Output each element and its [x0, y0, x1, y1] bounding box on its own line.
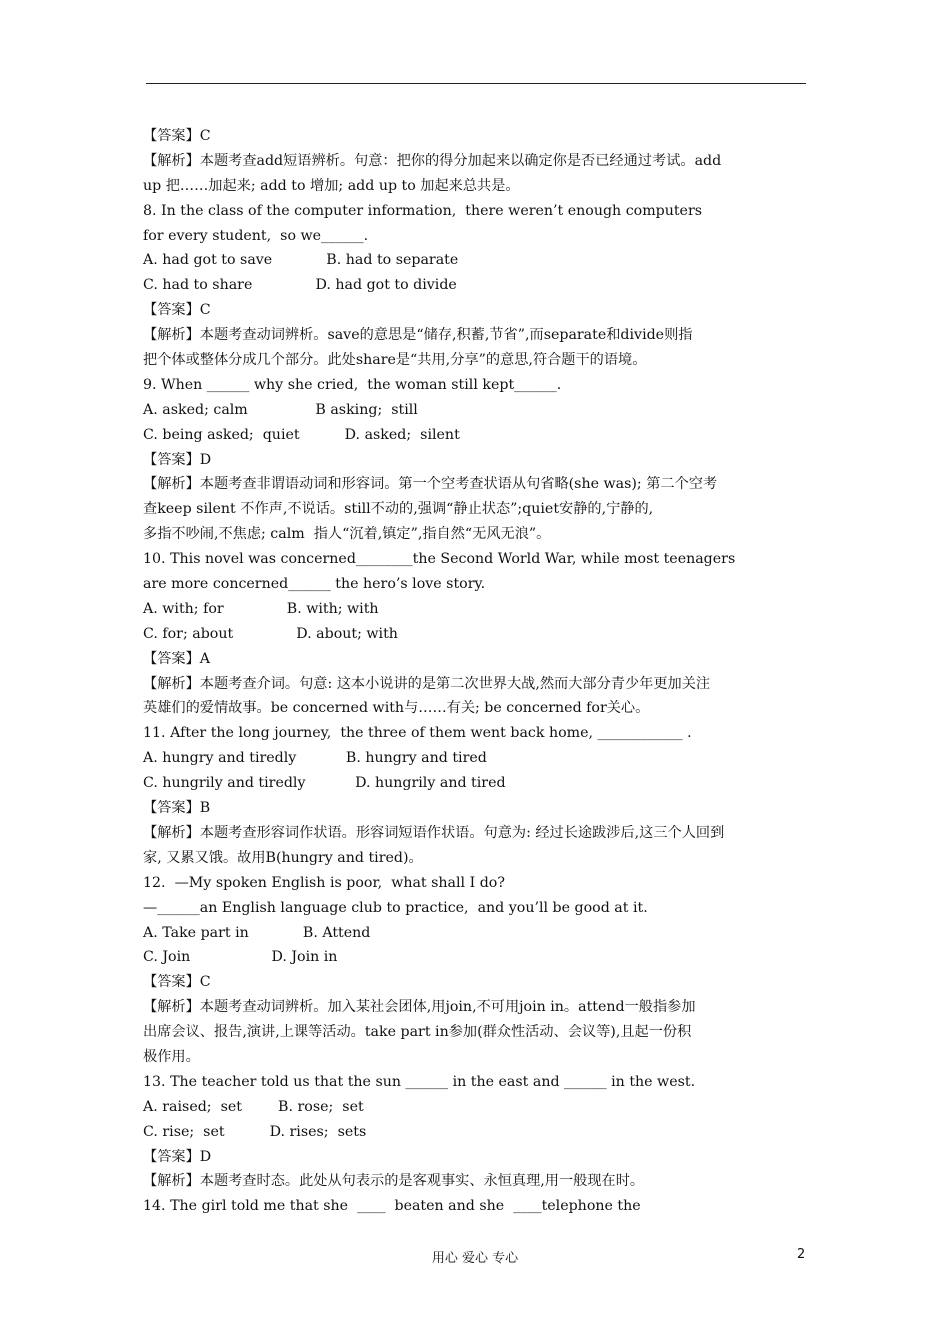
- text-line: 【答案】B: [143, 800, 211, 817]
- text-line: 【答案】D: [143, 451, 212, 468]
- text-line: 【解析】本题考查形容词作状语。形容词短语作状语。句意为: 经过长途跋涉后,这三个人回到: [143, 824, 725, 841]
- page-number: 2: [797, 1247, 806, 1262]
- text-line: 13. The teacher told us that the sun ______ in the east and ______ in the west.: [143, 1073, 696, 1090]
- text-line: C. for; about D. about; with: [143, 625, 398, 642]
- text-line: —______an English language club to practice, and you’ll be good at it.: [143, 899, 648, 916]
- text-line: 【解析】本题考查时态。此处从句表示的是客观事实、永恒真理,用一般现在时。: [143, 1173, 645, 1190]
- text-line: 【解析】本题考查非谓语动词和形容词。第一个空考查状语从句省略(she was); 第二个空考: [143, 476, 718, 493]
- text-line: 【解析】本题考查介词。句意: 这本小说讲的是第二次世界大战,然而大部分青少年更加关注: [143, 675, 711, 692]
- text-line: C. hungrily and tiredly D. hungrily and tired: [143, 775, 506, 792]
- text-line: A. asked; calm B asking; still: [143, 401, 418, 418]
- text-line: C. had to share D. had got to divide: [143, 277, 457, 294]
- text-line: C. being asked; quiet D. asked; silent: [143, 426, 460, 443]
- text-line: 出席会议、报告,演讲,上课等活动。take part in参加(群众性活动、会议等),且起一份积: [143, 1024, 692, 1041]
- text-line: A. had got to save B. had to separate: [143, 252, 459, 269]
- document-body: [143, 124, 811, 1219]
- text-line: C. Join D. Join in: [143, 949, 338, 966]
- text-line: 查keep silent 不作声,不说话。still不动的,强调“静止状态”;quiet安静的,宁静的,: [143, 501, 654, 518]
- text-line: 【答案】C: [143, 128, 211, 144]
- text-line: 9. When ______ why she cried, the woman still kept______.: [143, 376, 562, 393]
- text-line: 11. After the long journey, the three of them went back home, ____________ .: [143, 725, 692, 742]
- header-rule: [146, 83, 806, 84]
- text-line: 把个体或整体分成几个部分。此处share是“共用,分享”的意思,符合题干的语境。: [143, 352, 647, 369]
- text-line: 14. The girl told me that she ____ beaten and she ____telephone the: [143, 1198, 641, 1215]
- text-line: A. raised; set B. rose; set: [143, 1098, 364, 1115]
- footer-slogan: 用心 爱心 专心: [431, 1251, 519, 1266]
- text-line: 【解析】本题考查动词辨析。save的意思是“储存,积蓄,节省”,而separate和divide则指: [143, 327, 693, 344]
- text-line: A. Take part in B. Attend: [143, 924, 371, 941]
- text-line: 多指不吵闹,不焦虑; calm 指人“沉着,镇定”,指自然“无风无浪”。: [143, 526, 551, 543]
- text-line: up 把……加起来; add to 增加; add up to 加起来总共是。: [143, 177, 520, 194]
- text-line: 【答案】D: [143, 1148, 212, 1165]
- text-line: for every student, so we______.: [143, 227, 369, 244]
- text-line: 【解析】本题考查add短语辨析。句意：把你的得分加起来以确定你是否已经通过考试。add: [143, 152, 722, 169]
- text-line: 【答案】C: [143, 974, 211, 991]
- text-line: 【答案】C: [143, 302, 211, 319]
- text-line: 8. In the class of the computer information, there weren’t enough computers: [143, 202, 703, 219]
- text-line: 英雄们的爱情故事。be concerned with与……有关; be concerned for关心。: [143, 700, 650, 717]
- text-line: 极作用。: [143, 1048, 200, 1065]
- text-line: 【答案】A: [143, 650, 210, 667]
- text-line: 【解析】本题考查动词辨析。加入某社会团体,用join,不可用join in。attend一般指参加: [143, 999, 696, 1016]
- text-line: A. hungry and tiredly B. hungry and tired: [143, 750, 487, 767]
- text-line: 10. This novel was concerned________the Second World War, while most teenagers: [143, 551, 736, 568]
- text-line: 12. —My spoken English is poor, what shall I do?: [143, 874, 505, 891]
- text-line: C. rise; set D. rises; sets: [143, 1123, 367, 1140]
- text-line: A. with; for B. with; with: [143, 600, 379, 617]
- text-line: are more concerned______ the hero’s love story.: [143, 576, 486, 593]
- text-line: 家, 又累又饿。故用B(hungry and tired)。: [143, 849, 423, 866]
